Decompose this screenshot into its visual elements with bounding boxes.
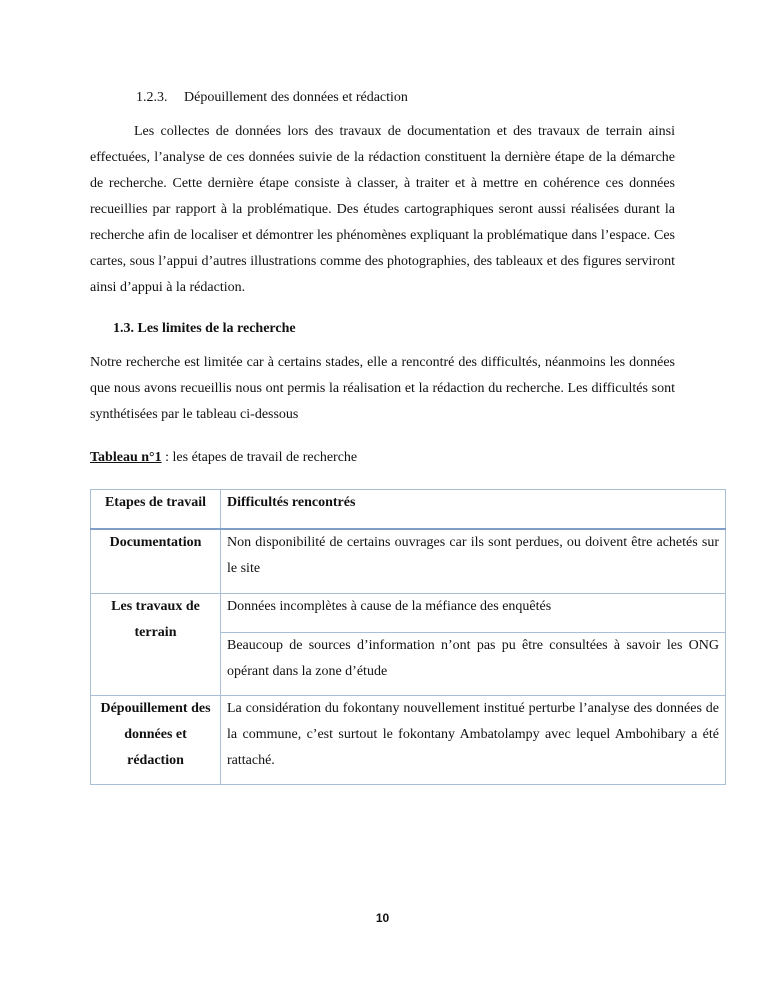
- table-cell-stage: Dépouillement des données et rédaction: [91, 696, 221, 785]
- table-cell-difficulty: Données incomplètes à cause de la méfiance des enquêtés: [221, 594, 726, 633]
- table-cell-difficulty: La considération du fokontany nouvellement institué perturbe l’analyse des données de la commune, c’est surtout le fokontany Ambatolampy avec lequel Ambohibary a été rattaché.: [221, 696, 726, 785]
- paragraph-research-limits: Notre recherche est limitée car à certains stades, elle a rencontré des difficultés, néanmoins les données que nous avons recueillis nous ont permis la réalisation et la rédaction du recherche. Les difficultés sont synthétisées par le tableau ci-dessous: [90, 355, 675, 422]
- table-header-stage: Etapes de travail: [91, 490, 221, 530]
- page-number: 10: [375, 911, 390, 925]
- subsection-number: 1.2.3.: [136, 90, 168, 105]
- difficulties-table: [90, 489, 726, 785]
- table-header-row: [91, 490, 726, 530]
- table-row: [91, 594, 726, 633]
- table-cell-difficulty: Beaucoup de sources d’information n’ont pas pu être consultées à savoir les ONG opérant dans la zone d’étude: [221, 633, 726, 696]
- table-row: [91, 529, 726, 594]
- section-heading: 1.3. Les limites de la recherche: [113, 321, 296, 336]
- paragraph-data-processing: Les collectes de données lors des travaux de documentation et des travaux de terrain ainsi effectuées, l’analyse de ces données suivie de la rédaction constituent la dernière étape de la démarche de recherche. Cette dernière étape consiste à classer, à traiter et à mettre en cohérence ces données recueillies par rapport à la problématique. Des études cartographiques seront aussi réalisées durant la recherche afin de localiser et démontrer les phénomènes expliquant la problématique dans l’espace. Ces cartes, sous l’appui d’autres illustrations comme des photographies, des tableaux et des figures serviront ainsi d’appui à la rédaction.: [90, 124, 675, 295]
- subsection-title: Dépouillement des données et rédaction: [184, 90, 408, 105]
- table-header-difficulties: Difficultés rencontrés: [221, 490, 726, 530]
- table-caption-text: : les étapes de travail de recherche: [161, 450, 358, 465]
- table-caption: [90, 448, 357, 468]
- table-cell-stage: Les travaux de terrain: [91, 594, 221, 696]
- table-cell-stage: Documentation: [91, 529, 221, 594]
- table-row: [91, 696, 726, 785]
- table-cell-difficulty: Non disponibilité de certains ouvrages car ils sont perdues, ou doivent être achetés sur le site: [221, 529, 726, 594]
- subsection-heading: [136, 89, 408, 107]
- table-caption-label: Tableau n°1: [90, 450, 162, 465]
